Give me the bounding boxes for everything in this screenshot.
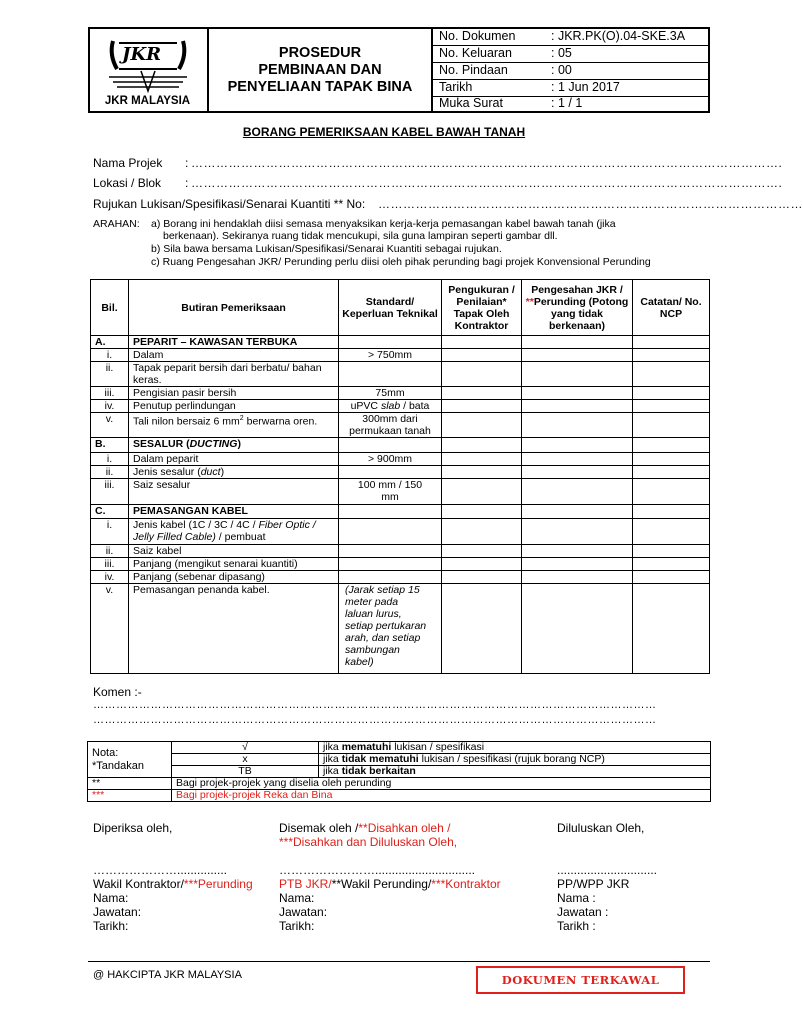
row-item	[129, 413, 339, 438]
controlled-document-stamp: DOKUMEN TERKAWAL	[476, 966, 685, 994]
legend-nota: Nota:	[92, 746, 119, 759]
title-line-2: PEMBINAAN DAN	[258, 61, 382, 78]
row-std	[339, 362, 442, 387]
comment-line-2[interactable]: …………………………………………………………………………………………………………………………………	[93, 714, 657, 726]
row-std: 75mm	[339, 387, 442, 400]
section-row	[91, 438, 710, 453]
row-item: Tapak peparit bersih dari berbatu/ bahan keras.	[129, 362, 339, 387]
verify-cell[interactable]	[522, 571, 633, 584]
table-row	[91, 545, 710, 558]
instruction-c: c) Ruang Pengesahan JKR/ Perunding perlu diisi oleh pihak perunding bagi projek Konvensional Perunding	[151, 256, 651, 268]
note-cell[interactable]	[633, 571, 710, 584]
title-text: Disemak oleh /	[279, 821, 359, 835]
legend-post: lukisan / spesifikasi (rujuk borang NCP)	[418, 753, 605, 765]
row-bil: i.	[91, 453, 129, 466]
project-name-label: Nama Projek	[93, 156, 163, 170]
table-row	[91, 584, 710, 674]
colon: :	[185, 176, 189, 190]
checked-by-position: Jawatan:	[93, 905, 142, 919]
cross-icon: x	[172, 754, 319, 766]
title-text-red: **Disahkan oleh /	[358, 821, 451, 835]
item-text: berwarna oren.	[243, 415, 318, 428]
row-std: > 900mm	[339, 453, 442, 466]
col-catatan: Catatan/ No. NCP	[633, 280, 710, 336]
note-cell[interactable]	[633, 349, 710, 362]
std-text: uPVC	[350, 400, 381, 412]
measure-cell[interactable]	[442, 413, 522, 438]
verify-cell[interactable]	[522, 387, 633, 400]
form-title-text: BORANG PEMERIKSAAN KABEL BAWAH TANAH	[242, 125, 526, 139]
meta-key: No. Keluaran	[439, 46, 512, 60]
legend-star2-text: Bagi projek-projek yang diselia oleh perunding	[172, 778, 711, 790]
verify-cell[interactable]	[522, 349, 633, 362]
verify-cell[interactable]	[522, 466, 633, 479]
note-cell[interactable]	[633, 453, 710, 466]
note-cell[interactable]	[633, 479, 710, 505]
meta-value: : 1 / 1	[551, 96, 583, 110]
col-pengukuran: Pengukuran / Penilaian* Tapak Oleh Kontraktor	[442, 280, 522, 336]
legend-star3: ***	[88, 790, 172, 802]
measure-cell[interactable]	[442, 400, 522, 413]
form-title	[0, 125, 768, 139]
meta-row	[433, 79, 709, 96]
note-cell[interactable]	[633, 584, 710, 674]
project-name-field[interactable]: …………………………………………………………………………………………………………………………….	[191, 156, 783, 170]
reference-field[interactable]: …………………………………………………………………………………………	[378, 197, 803, 211]
section-title: PEPARIT – KAWASAN TERBUKA	[129, 336, 339, 349]
check-icon: √	[172, 742, 319, 754]
item-text-italic: duct	[200, 466, 221, 478]
row-bil: v.	[91, 413, 129, 438]
row-item: Dalam peparit	[129, 453, 339, 466]
row-bil: i.	[91, 349, 129, 362]
verify-cell[interactable]	[522, 479, 633, 505]
verify-cell[interactable]	[522, 453, 633, 466]
instruction-b: b) Sila bawa bersama Lukisan/Spesifikasi/Senarai Kuantiti sebagai rujukan.	[151, 243, 502, 255]
legend-star2: **	[88, 778, 172, 790]
meta-row	[433, 28, 709, 45]
section-bil: C.	[91, 505, 129, 519]
reviewed-by-position: Jawatan:	[279, 905, 328, 919]
measure-cell[interactable]	[442, 558, 522, 571]
location-field[interactable]: …………………………………………………………………………………………………………………………….	[191, 176, 783, 190]
verify-cell[interactable]	[522, 400, 633, 413]
role-text: **Wakil Perunding/	[331, 877, 432, 891]
header-text: Pengesahan JKR /	[531, 283, 623, 296]
row-bil: i.	[91, 519, 129, 545]
item-text: Jenis kabel (1C / 3C / 4C /	[133, 519, 259, 531]
measure-cell[interactable]	[442, 584, 522, 674]
table-row	[91, 453, 710, 466]
std-text-italic: slab	[380, 400, 401, 412]
instruction-a: a) Borang ini hendaklah diisi semasa menyaksikan kerja-kerja pemasangan kabel bawah tanah (jika	[151, 218, 616, 230]
measure-cell[interactable]	[442, 453, 522, 466]
table-row	[91, 479, 710, 505]
note-cell[interactable]	[633, 545, 710, 558]
checked-by-title: Diperiksa oleh,	[93, 821, 173, 835]
row-bil: v.	[91, 584, 129, 674]
meta-key: No. Pindaan	[439, 63, 508, 77]
item-text: Tali nilon bersaiz 6 mm	[133, 415, 240, 428]
note-cell[interactable]	[633, 558, 710, 571]
table-row	[91, 571, 710, 584]
item-text: Jenis sesalur (	[133, 466, 201, 478]
legend-star3-text: Bagi projek-projek Reka dan Bina	[172, 790, 711, 802]
instruction-a-cont: berkenaan). Sekiranya ruang tidak mencukupi, sila guna lampiran seperti gambar dll.	[163, 230, 558, 242]
measure-cell[interactable]	[442, 479, 522, 505]
item-text-italic: Fiber Optic / Jelly Filled Cable)	[133, 519, 316, 543]
role-text-red: ***Perunding	[183, 877, 253, 891]
legend-pre: jika	[323, 753, 342, 765]
measure-cell[interactable]	[442, 571, 522, 584]
meta-value: : JKR.PK(O).04-SKE.3A	[551, 29, 686, 43]
title-line-3: PENYELIAAN TAPAK BINA	[227, 78, 413, 95]
col-standard: Standard/ Keperluan Teknikal	[339, 280, 442, 336]
header-stars: **	[525, 295, 534, 308]
col-bil: Bil.	[91, 280, 129, 336]
table-header-row	[91, 280, 710, 336]
table-row	[91, 400, 710, 413]
procedure-title	[209, 27, 433, 113]
approved-by-signature-line[interactable]: ..............................	[557, 863, 658, 877]
meta-value: : 00	[551, 63, 572, 77]
role-text-red: ***Kontraktor	[431, 877, 501, 891]
checked-by-date: Tarikh:	[93, 919, 129, 933]
reference-label: Rujukan Lukisan/Spesifikasi/Senarai Kuantiti ** No:	[93, 197, 366, 211]
section-title	[129, 438, 339, 453]
measure-cell[interactable]	[442, 387, 522, 400]
measure-cell[interactable]	[442, 349, 522, 362]
verify-cell[interactable]	[522, 545, 633, 558]
row-bil: ii.	[91, 362, 129, 387]
note-cell[interactable]	[633, 400, 710, 413]
note-cell[interactable]	[633, 519, 710, 545]
header-text: Perunding (Potong yang tidak berkenaan)	[533, 295, 629, 332]
item-sup: 2	[239, 415, 244, 422]
legend-post: lukisan / spesifikasi	[391, 741, 485, 753]
row-std: > 750mm	[339, 349, 442, 362]
inspection-table	[90, 279, 710, 674]
legend-pre: jika	[323, 765, 342, 777]
legend-bold: tidak berkaitan	[341, 765, 416, 777]
meta-key: Muka Surat	[439, 96, 503, 110]
approved-by-role: PP/WPP JKR	[557, 877, 630, 891]
row-item: Saiz kabel	[129, 545, 339, 558]
checked-by-name: Nama:	[93, 891, 129, 905]
table-row	[91, 349, 710, 362]
row-bil: iii.	[91, 479, 129, 505]
measure-cell[interactable]	[442, 519, 522, 545]
comment-label: Komen :-	[93, 685, 142, 699]
row-std: 100 mm / 150 mm	[339, 479, 442, 505]
instructions-label: ARAHAN:	[93, 218, 140, 230]
meta-row	[433, 62, 709, 79]
document-meta	[433, 28, 709, 112]
note-cell[interactable]	[633, 466, 710, 479]
row-std	[339, 400, 442, 413]
checked-by-signature-line[interactable]: …………………...............	[93, 863, 228, 877]
row-item: Panjang (mengikut senarai kuantiti)	[129, 558, 339, 571]
legend-text	[319, 742, 711, 754]
row-std: (Jarak setiap 15 meter pada laluan lurus, setiap pertukaran arah, dan setiap sambungan kabel)	[339, 584, 442, 674]
verify-cell[interactable]	[522, 413, 633, 438]
legend-text	[319, 754, 711, 766]
row-bil: iv.	[91, 571, 129, 584]
row-item: Dalam	[129, 349, 339, 362]
col-butiran: Butiran Pemeriksaan	[129, 280, 339, 336]
title-line-1: PROSEDUR	[278, 44, 362, 61]
section-bil: B.	[91, 438, 129, 453]
approved-by-name: Nama :	[557, 891, 596, 905]
col-pengesahan	[522, 280, 633, 336]
section-row	[91, 505, 710, 519]
verify-cell[interactable]	[522, 558, 633, 571]
row-item: Pemasangan penanda kabel.	[129, 584, 339, 674]
note-cell[interactable]	[633, 413, 710, 438]
section-row	[91, 336, 710, 349]
approved-by-date: Tarikh :	[557, 919, 596, 933]
row-item	[129, 466, 339, 479]
role-text: Wakil Kontraktor/	[93, 877, 184, 891]
table-row	[91, 362, 710, 387]
location-label: Lokasi / Blok	[93, 176, 162, 190]
section-text: SESALUR (	[133, 438, 190, 450]
table-row	[91, 413, 710, 438]
approved-by-title: Diluluskan Oleh,	[557, 821, 645, 835]
legend-tandakan: *Tandakan	[92, 759, 144, 772]
role-text-red: PTB JKR/	[279, 877, 332, 891]
meta-row	[433, 45, 709, 62]
row-std	[339, 466, 442, 479]
legend-bold: mematuhi	[341, 741, 392, 753]
colon: :	[185, 156, 189, 170]
legend-text	[319, 766, 711, 778]
table-row	[91, 466, 710, 479]
reviewed-by-title-2: ***Disahkan dan Diluluskan Oleh,	[279, 835, 458, 849]
checked-by-role	[93, 877, 253, 891]
legend-bold: tidak mematuhi	[341, 753, 419, 765]
meta-key: Tarikh	[439, 80, 473, 94]
row-item	[129, 519, 339, 545]
note-cell[interactable]	[633, 387, 710, 400]
reviewed-by-signature-line[interactable]: ……………………..............................	[279, 863, 476, 877]
legend-pre: jika	[323, 741, 342, 753]
section-bil: A.	[91, 336, 129, 349]
meta-value: : 1 Jun 2017	[551, 80, 620, 94]
org-name: JKR MALAYSIA	[104, 95, 191, 107]
reviewed-by-name: Nama:	[279, 891, 315, 905]
row-bil: iii.	[91, 387, 129, 400]
measure-cell[interactable]	[442, 466, 522, 479]
footer-divider	[88, 961, 710, 962]
verify-cell[interactable]	[522, 584, 633, 674]
row-bil: iii.	[91, 558, 129, 571]
table-row	[91, 558, 710, 571]
tb-symbol: TB	[172, 766, 319, 778]
legend-table	[87, 741, 711, 802]
std-text: / bata	[400, 400, 430, 412]
row-bil: ii.	[91, 545, 129, 558]
reviewed-by-role	[279, 877, 501, 891]
row-item: Panjang (sebenar dipasang)	[129, 571, 339, 584]
verify-cell[interactable]	[522, 362, 633, 387]
row-bil: iv.	[91, 400, 129, 413]
item-text: )	[220, 466, 225, 478]
row-bil: ii.	[91, 466, 129, 479]
legend-note	[88, 742, 172, 778]
copyright: @ HAKCIPTA JKR MALAYSIA	[93, 969, 242, 981]
measure-cell[interactable]	[442, 362, 522, 387]
row-item: Pengisian pasir bersih	[129, 387, 339, 400]
comment-line-1[interactable]: …………………………………………………………………………………………………………………………………	[93, 699, 657, 711]
meta-row	[433, 95, 709, 112]
meta-key: No. Dokumen	[439, 29, 516, 43]
row-item: Saiz sesalur	[129, 479, 339, 505]
measure-cell[interactable]	[442, 545, 522, 558]
note-cell[interactable]	[633, 362, 710, 387]
row-std: 300mm dari permukaan tanah	[339, 413, 442, 438]
section-text-italic: DUCTING	[189, 438, 238, 450]
table-row	[91, 387, 710, 400]
approved-by-position: Jawatan :	[557, 905, 609, 919]
row-item: Penutup perlindungan	[129, 400, 339, 413]
logo-text: JKR	[122, 44, 162, 65]
meta-value: : 05	[551, 46, 572, 60]
section-title: PEMASANGAN KABEL	[129, 505, 339, 519]
table-row	[91, 519, 710, 545]
verify-cell[interactable]	[522, 519, 633, 545]
reviewed-by-title	[279, 821, 450, 835]
reviewed-by-date: Tarikh:	[279, 919, 315, 933]
logo-cell	[88, 27, 209, 113]
section-text: )	[237, 438, 241, 450]
item-text: / pembuat	[215, 531, 266, 543]
